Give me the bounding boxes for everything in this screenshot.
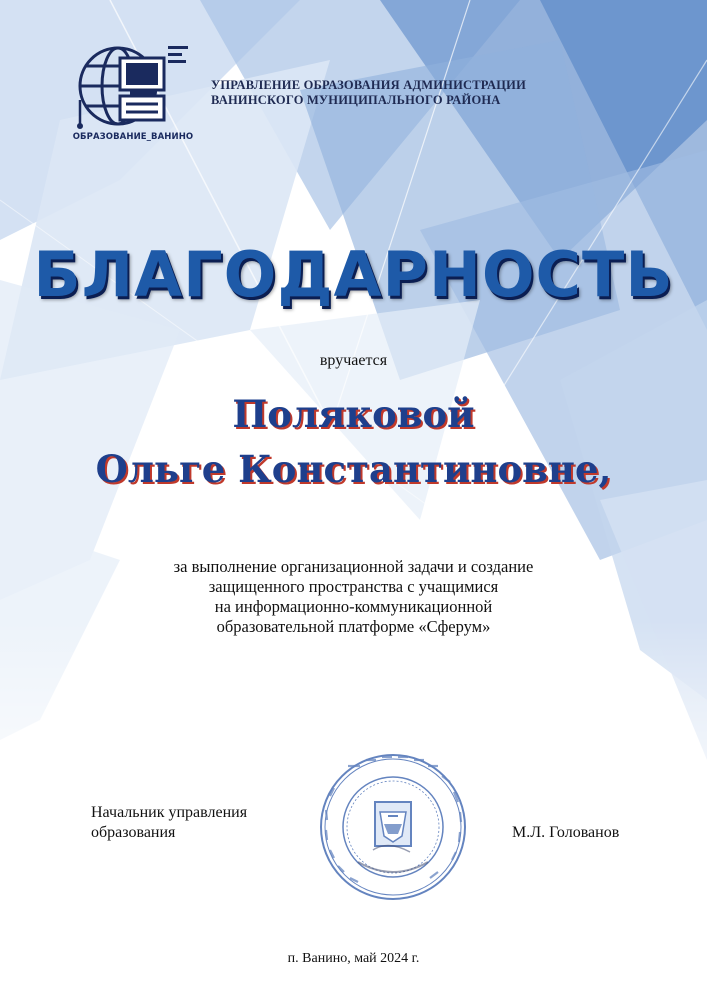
signatory-position-line-2: образования <box>91 824 176 841</box>
official-seal-stamp <box>318 752 468 902</box>
logo-caption: ОБРАЗОВАНИЕ_ВАНИНО <box>72 132 194 142</box>
organization-name <box>211 78 651 108</box>
recipient-given-names: Ольге Константиновне, <box>95 447 612 491</box>
signatory-name: М.Л. Голованов <box>512 824 620 841</box>
globe-computer-icon <box>72 40 194 132</box>
signatory-position <box>91 803 247 843</box>
education-vanino-logo <box>72 40 194 148</box>
reason-line: на информационно-коммуникационной <box>214 597 493 616</box>
reason-line: защищенного пространства с учащимися <box>208 577 499 596</box>
certificate-title: БЛАГОДАРНОСТЬ <box>33 238 674 311</box>
organization-line-2: ВАНИНСКОГО МУНИЦИПАЛЬНОГО РАЙОНА <box>211 93 501 107</box>
place-and-date: п. Ванино, май 2024 г. <box>287 951 420 966</box>
award-reason <box>60 557 647 637</box>
organization-line-1: УПРАВЛЕНИЕ ОБРАЗОВАНИЯ АДМИНИСТРАЦИИ <box>211 78 527 92</box>
reason-line: за выполнение организационной задачи и создание <box>173 557 534 576</box>
awarded-text: вручается <box>319 352 388 369</box>
signatory-position-line-1: Начальник управления <box>91 804 248 821</box>
reason-line: образовательной платформе «Сферум» <box>216 617 491 636</box>
recipient-surname: Поляковой <box>232 392 475 436</box>
